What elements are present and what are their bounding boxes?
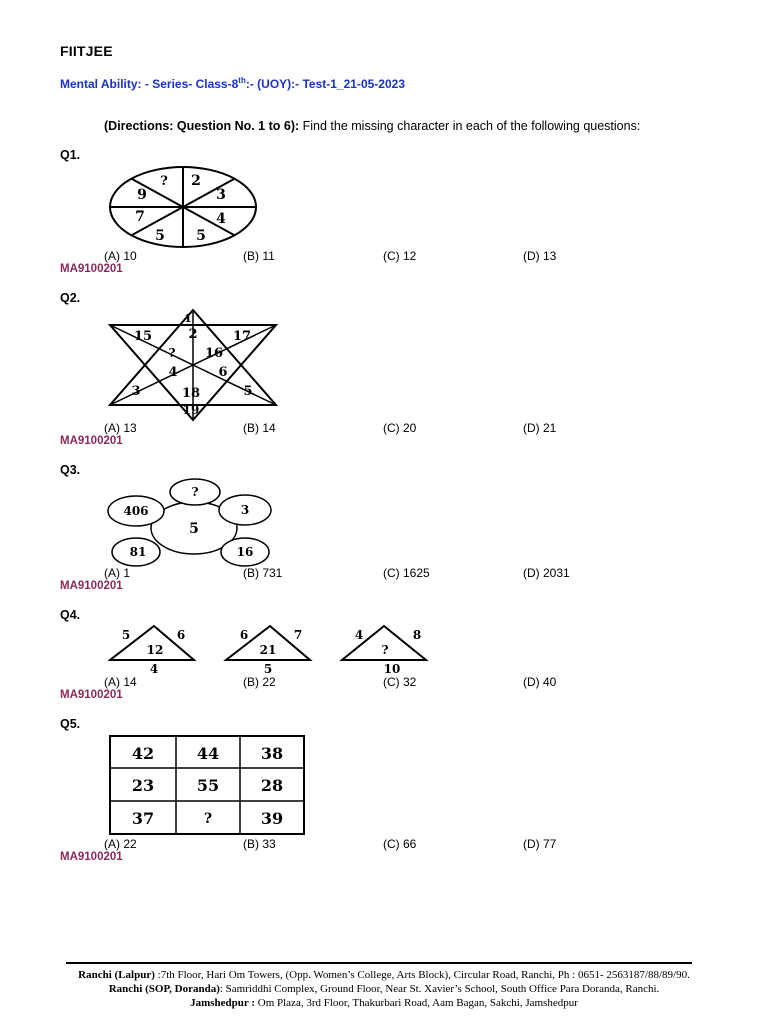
q1-value: 2 [191, 173, 201, 189]
q3-value: 406 [123, 504, 149, 518]
q5-cell: 42 [131, 744, 155, 763]
q2-value: 3 [131, 384, 141, 399]
test-title-prefix: Mental Ability: - Series- Class-8 [60, 77, 239, 91]
q4-triangle [226, 626, 310, 674]
option-a: (A) 10 [104, 249, 137, 263]
q4-value: 4 [354, 628, 364, 642]
footer-address: : Samriddhi Complex, Ground Floor, Near St. Xavier’s School, South Office Para Doranda, Ranchi. [219, 983, 660, 995]
q4-triangle [110, 626, 194, 674]
q4-value: 7 [293, 628, 303, 642]
footer-branch: Ranchi (SOP, Doranda) [108, 983, 220, 995]
question-code: MA9100201 [60, 689, 123, 701]
q1-value: ? [160, 174, 168, 189]
option-a: (A) 22 [104, 837, 137, 851]
q5-cell: 38 [260, 744, 284, 763]
option-b: (B) 22 [243, 675, 276, 689]
q4-value: 5 [121, 628, 131, 642]
footer-address-line [60, 997, 708, 1009]
brand-name: FIITJEE [60, 43, 113, 59]
directions-heading: (Directions: Question No. 1 to 6): [104, 119, 300, 133]
q2-value: 17 [232, 329, 252, 344]
q1-figure [108, 165, 258, 249]
q2-value: ? [168, 346, 176, 360]
option-a: (A) 1 [104, 566, 131, 580]
question-label: Q5. [60, 717, 81, 731]
question-code: MA9100201 [60, 263, 123, 275]
q5-cell: 55 [196, 776, 220, 795]
q2-value: 18 [181, 386, 201, 401]
option-b: (B) 33 [243, 837, 276, 851]
q1-value: 4 [216, 211, 226, 227]
option-d: (D) 13 [523, 249, 557, 263]
q5-cell: 44 [196, 744, 220, 763]
option-d: (D) 77 [523, 837, 557, 851]
q2-value: 1 [184, 312, 192, 325]
footer-address-line [60, 969, 708, 981]
question-code: MA9100201 [60, 435, 123, 447]
option-a: (A) 13 [104, 421, 137, 435]
q1-value: 5 [155, 228, 165, 244]
test-title-suffix: :- (UOY):- Test-1_21-05-2023 [245, 77, 406, 91]
directions-text: Find the missing character in each of the following questions: [299, 119, 641, 133]
test-title [60, 76, 405, 91]
q4-value: 12 [146, 643, 164, 657]
q4-value: 10 [383, 662, 401, 674]
question-code: MA9100201 [60, 580, 123, 592]
q3-value: 16 [236, 545, 254, 559]
question-label: Q2. [60, 291, 81, 305]
q1-value: 5 [196, 228, 206, 244]
option-b: (B) 11 [243, 249, 275, 263]
q4-value: 5 [263, 662, 273, 674]
q5-cell: 39 [260, 809, 284, 828]
option-a: (A) 14 [104, 675, 137, 689]
q4-figure [108, 622, 438, 674]
test-title-sup: th [238, 76, 246, 85]
footer-address-line [60, 983, 708, 995]
q3-center-value: 5 [189, 521, 199, 537]
question-label: Q1. [60, 148, 81, 162]
option-c: (C) 32 [383, 675, 417, 689]
q2-value: 2 [188, 327, 198, 342]
q3-value: ? [191, 485, 199, 499]
q5-figure [108, 734, 308, 836]
q5-cell: 37 [131, 809, 155, 828]
q4-triangle [342, 626, 426, 674]
option-d: (D) 21 [523, 421, 557, 435]
footer-divider [66, 962, 692, 964]
q2-value: 5 [243, 384, 253, 399]
q2-value: 6 [218, 365, 228, 380]
q1-value: 9 [137, 187, 147, 203]
footer-address: Om Plaza, 3rd Floor, Thakurbari Road, Aam Bagan, Sakchi, Jamshedpur [255, 997, 578, 1009]
q3-figure [106, 478, 276, 570]
q2-value: 15 [133, 329, 153, 344]
q5-cell: 23 [131, 776, 155, 795]
q5-cell: 28 [260, 776, 284, 795]
q3-value: 3 [240, 503, 250, 517]
footer-branch: Ranchi (Lalpur) [78, 969, 155, 981]
option-c: (C) 12 [383, 249, 417, 263]
option-c: (C) 66 [383, 837, 417, 851]
q1-value: 7 [135, 209, 145, 225]
option-b: (B) 731 [243, 566, 283, 580]
q4-value: 8 [412, 628, 422, 642]
q4-value: 6 [239, 628, 249, 642]
q1-value: 3 [216, 187, 226, 203]
q2-figure [108, 308, 282, 422]
directions [104, 119, 640, 133]
q5-cell: ? [203, 811, 213, 827]
q2-value: 16 [204, 346, 224, 361]
option-d: (D) 40 [523, 675, 557, 689]
q3-value: 81 [129, 545, 147, 559]
question-code: MA9100201 [60, 851, 123, 863]
q4-value: 4 [149, 662, 159, 674]
q2-value: 19 [182, 403, 200, 417]
q4-value: ? [381, 643, 389, 657]
footer-branch: Jamshedpur : [190, 997, 255, 1009]
option-d: (D) 2031 [523, 566, 570, 580]
option-c: (C) 1625 [383, 566, 430, 580]
q2-value: 4 [168, 365, 178, 380]
q4-value: 21 [259, 643, 277, 657]
question-label: Q4. [60, 608, 81, 622]
q4-value: 6 [176, 628, 186, 642]
question-label: Q3. [60, 463, 81, 477]
footer-address: :7th Floor, Hari Om Towers, (Opp. Women’s College, Arts Block), Circular Road, Ranchi, Ph : 0651- 2563187/88/89/90. [154, 969, 690, 981]
option-b: (B) 14 [243, 421, 276, 435]
option-c: (C) 20 [383, 421, 417, 435]
